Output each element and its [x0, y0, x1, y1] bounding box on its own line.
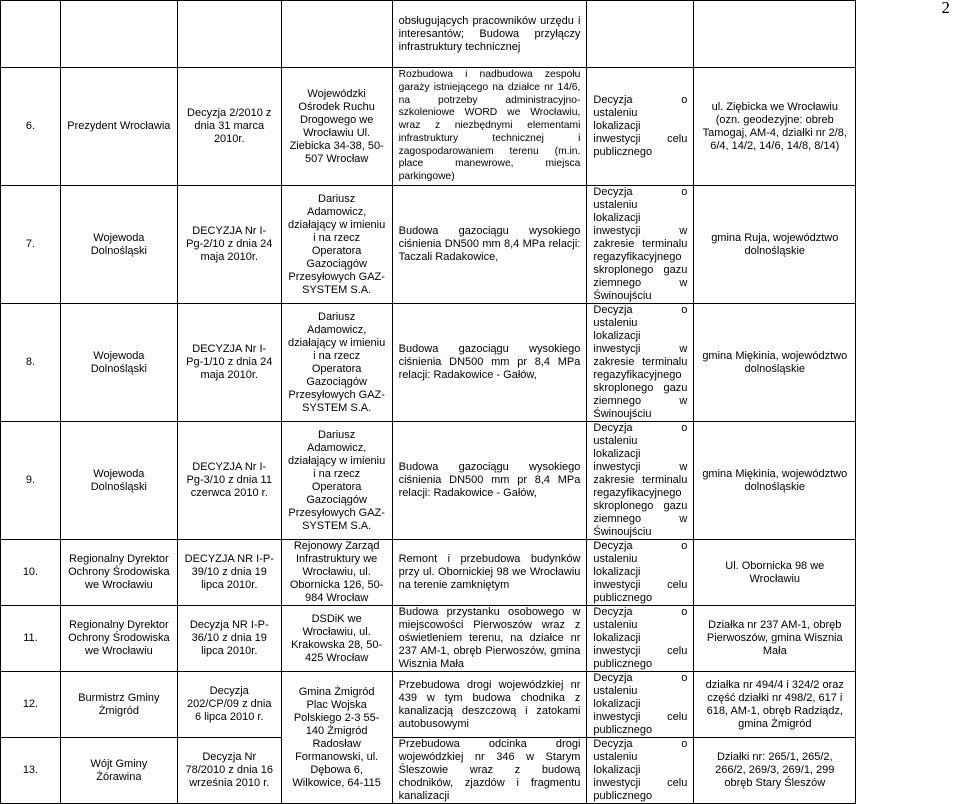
project-description: Przebudowa drogi wojewódzkiej nr 439 w tym budowa chodnika z kanalizacją deszczową i zatokami autobusowymi [392, 672, 587, 738]
table-row [1, 738, 960, 804]
row-number: 10. [1, 540, 61, 606]
table-row [1, 304, 960, 422]
decision-type: Decyzja o ustaleniu lokalizacji inwestycji w zakresie terminalu regazyfikacyjnego skroplonego gazu ziemnego w Świnoujściu [587, 186, 694, 304]
decision-type: Decyzja o ustaleniu lokalizacji inwestycji celu publicznego [587, 672, 694, 738]
decision-reference: Decyzja NR I-P-36/10 z dnia 19 lipca 2010r. [177, 606, 281, 672]
location: ul. Ziębicka we Wrocławiu (ozn. geodezyjne: obreb Tamogaj, AM-4, działki nr 2/8, 6/4, 14/2, 14/6, 14/8, 8/14) [694, 68, 856, 186]
decision-reference: DECYZJA NR I-P-39/10 z dnia 19 lipca 2010r. [177, 540, 281, 606]
location: działka nr 494/4 i 324/2 oraz część działki nr 498/2, 617 i 618, AM-1, obręb Radziądz, gmina Żmigród [694, 672, 856, 738]
location: Ul. Obornicka 98 we Wrocławiu [694, 540, 856, 606]
issuing-authority: Prezydent Wrocławia [60, 68, 177, 186]
decision-type: Decyzja o ustaleniu lokalizacji inwestycji w zakresie terminalu regazyfikacyjnego skroplonego gazu ziemnego w Świnoujściu [587, 422, 694, 540]
issuing-authority: Burmistrz Gminy Żmigród [60, 672, 177, 738]
page-number: 2 [941, 0, 950, 17]
issuing-authority: Wojewoda Dolnośląski [60, 186, 177, 304]
decision-type: Decyzja o ustaleniu lokalizacji inwestycji celu publicznego [587, 540, 694, 606]
applicant: Dariusz Adamowicz, działający w imieniu i na rzecz Operatora Gazociągów Przesyłowych GAZ-SYSTEM S.A. [281, 422, 392, 540]
decision-type: Decyzja o ustaleniu lokalizacji inwestycji celu publicznego [587, 606, 694, 672]
applicant: Dariusz Adamowicz, działający w imieniu i na rzecz Operatora Gazociągów Przesyłowych GAZ-SYSTEM S.A. [281, 304, 392, 422]
project-description: Rozbudowa i nadbudowa zespołu garaży istniejącego na działce nr 14/6, na potrzeby administracyjno-szkoleniowe WORD we Wrocławiu, wraz z niezbędnymi elementami infrastruktury technicznej i zagospodarowaniem terenu (m.in. place manewrowe, miejsca parkingowe) [392, 68, 587, 186]
applicant: Rejonowy Zarząd Infrastruktury we Wrocławiu, ul. Obornicka 126, 50-984 Wrocław [281, 540, 392, 606]
table-row-fragment [1, 1, 960, 68]
project-description: Budowa przystanku osobowego w miejscowości Pierwoszów wraz z oświetleniem terenu, na działce nr 237 AM-1, obręb Pierwoszów, gmina Wisznia Mała [392, 606, 587, 672]
row-number: 13. [1, 738, 61, 804]
applicant: Dariusz Adamowicz, działający w imieniu i na rzecz Operatora Gazociągów Przesyłowych GAZ-SYSTEM S.A. [281, 186, 392, 304]
location: gmina Ruja, województwo dolnośląskie [694, 186, 856, 304]
table-row [1, 672, 960, 738]
decision-reference: DECYZJA Nr I-Pg-2/10 z dnia 24 maja 2010r. [177, 186, 281, 304]
issuing-authority: Regionalny Dyrektor Ochrony Środowiska we Wrocławiu [60, 540, 177, 606]
applicant-shared: Gmina Żmigród Plac Wojska Polskiego 2-3 55-140 Żmigród Radosław Formanowski, ul. Dębowa 6, Wilkowice, 64-115 [281, 672, 392, 804]
project-description: Budowa gazociągu wysokiego ciśnienia DN500 mm 8,4 MPa relacji: Taczali Radakowice, [392, 186, 587, 304]
project-description: Budowa gazociągu wysokiego ciśnienia DN500 mm pr 8,4 MPa relacji: Radakowice - Gałów, [392, 422, 587, 540]
location: Działki nr: 265/1, 265/2, 266/2, 269/3, 269/1, 299 obręb Stary Śleszów [694, 738, 856, 804]
row-number: 6. [1, 68, 61, 186]
project-description: Przebudowa odcinka drogi wojewódzkiej nr 346 w Starym Śleszowie wraz z budową chodników, zjazdów i fragmentu kanalizacji [392, 738, 587, 804]
location: Działka nr 237 AM-1, obręb Pierwoszów, gmina Wisznia Mała [694, 606, 856, 672]
row-number: 9. [1, 422, 61, 540]
table-row [1, 186, 960, 304]
issuing-authority: Wojewoda Dolnośląski [60, 304, 177, 422]
table-row [1, 606, 960, 672]
row-number: 7. [1, 186, 61, 304]
decision-reference: DECYZJA Nr I-Pg-3/10 z dnia 11 czerwca 2010 r. [177, 422, 281, 540]
decision-type: Decyzja o ustaleniu lokalizacji inwestycji celu publicznego [587, 68, 694, 186]
project-description: Remont i przebudowa budynków przy ul. Obornickiej 98 we Wrocławiu na terenie zamkniętym [392, 540, 587, 606]
table-row [1, 68, 960, 186]
decision-reference: Decyzja Nr 78/2010 z dnia 16 września 2010 r. [177, 738, 281, 804]
decision-reference: Decyzja 202/CP/09 z dnia 6 lipca 2010 r. [177, 672, 281, 738]
applicant: Wojewódzki Ośrodek Ruchu Drogowego we Wrocławiu Ul. Ziebicka 34-38, 50-507 Wrocław [281, 68, 392, 186]
applicant: DSDiK we Wrocławiu, ul. Krakowska 28, 50-425 Wrocław [281, 606, 392, 672]
location: gmina Miękinia, województwo dolnośląskie [694, 304, 856, 422]
decision-reference: Decyzja 2/2010 z dnia 31 marca 2010r. [177, 68, 281, 186]
decision-reference: DECYZJA Nr I-Pg-1/10 z dnia 24 maja 2010r. [177, 304, 281, 422]
row-number: 8. [1, 304, 61, 422]
table-row [1, 540, 960, 606]
project-description: Budowa gazociągu wysokiego ciśnienia DN500 mm pr 8,4 MPa relacji: Radakowice - Gałów, [392, 304, 587, 422]
row-number: 11. [1, 606, 61, 672]
decision-type: Decyzja o ustaleniu lokalizacji inwestycji celu publicznego [587, 738, 694, 804]
issuing-authority: Wojewoda Dolnośląski [60, 422, 177, 540]
location: gmina Miękinia, województwo dolnośląskie [694, 422, 856, 540]
decision-type: Decyzja o ustaleniu lokalizacji inwestycji w zakresie terminalu regazyfikacyjnego skroplonego gazu ziemnego w Świnoujściu [587, 304, 694, 422]
row-number: 12. [1, 672, 61, 738]
issuing-authority: Regionalny Dyrektor Ochrony Środowiska we Wrocławiu [60, 606, 177, 672]
table-row [1, 422, 960, 540]
issuing-authority: Wójt Gminy Żórawina [60, 738, 177, 804]
project-fragment: obsługujących pracowników urzędu i interesantów; Budowa przyłączy infrastruktury technicznej [392, 1, 587, 68]
